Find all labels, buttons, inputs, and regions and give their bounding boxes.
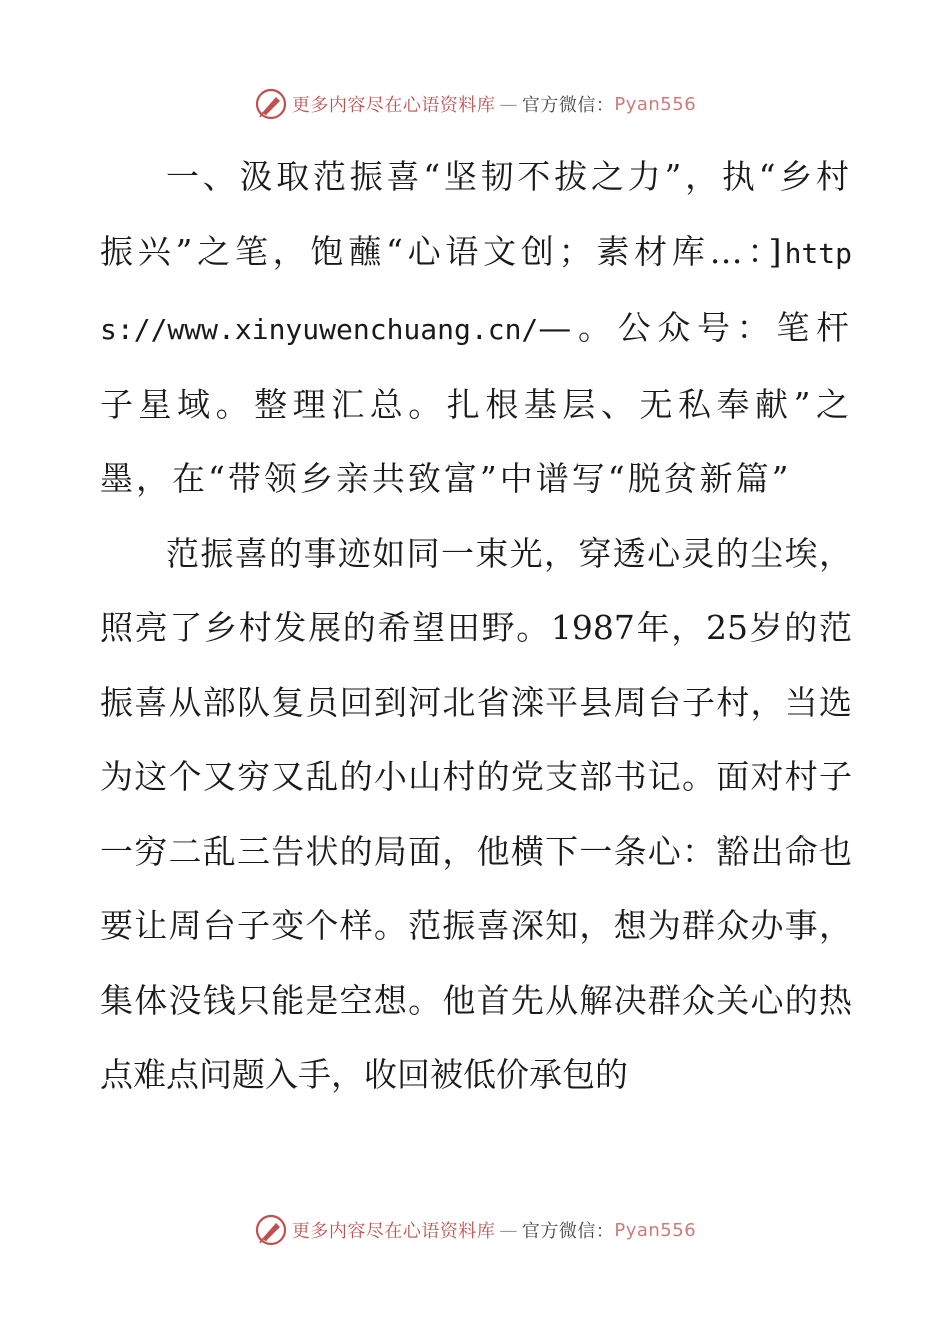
banner-separator: — [499, 1219, 518, 1241]
banner-wechat-id: Pyan556 [614, 93, 697, 115]
body-paragraph: 范振喜的事迹如同一束光，穿透心灵的尘埃，照亮了乡村发展的希望田野。1987年，25岁的范振喜从部队复员回到河北省滦平县周台子村，当选为这个又穷又乱的小山村的党支部书记。面对村子一穷二乱三告状的局面，他横下一条心：豁出命也要让周台子变个样。范振喜深知，想为群众办事，集体没钱只能是空想。他首先从解决群众关心的热点难点问题入手，收回被低价承包的 [100, 533, 852, 1094]
heading-text-part2: —。公众号：笔杆子星域。整理汇总。扎根基层、无私奉献”之墨，在“带领乡亲共致富”中谱写“脱贫新篇” [100, 308, 852, 498]
section-heading [100, 140, 852, 517]
banner-separator: — [499, 93, 518, 115]
pen-nib-logo-icon [254, 1213, 288, 1247]
banner-wechat-label: 官方微信： [521, 95, 615, 116]
document-body [100, 140, 852, 1113]
footer-banner [0, 1210, 950, 1250]
banner-main-text: 更多内容尽在心语资料库 [291, 1221, 496, 1242]
header-banner [0, 84, 950, 124]
pen-nib-logo-icon [254, 87, 288, 121]
heading-url-link[interactable]: https://www.xinyuwenchuang.cn/ [100, 236, 852, 346]
banner-wechat-id: Pyan556 [614, 1219, 697, 1241]
banner-main-text: 更多内容尽在心语资料库 [291, 95, 496, 116]
heading-text-part1: 一、汲取范振喜“坚韧不拔之力”，执“乡村振兴”之笔，饱蘸“心语文创；素材库…：] [100, 157, 852, 271]
banner-wechat-label: 官方微信： [521, 1221, 615, 1242]
